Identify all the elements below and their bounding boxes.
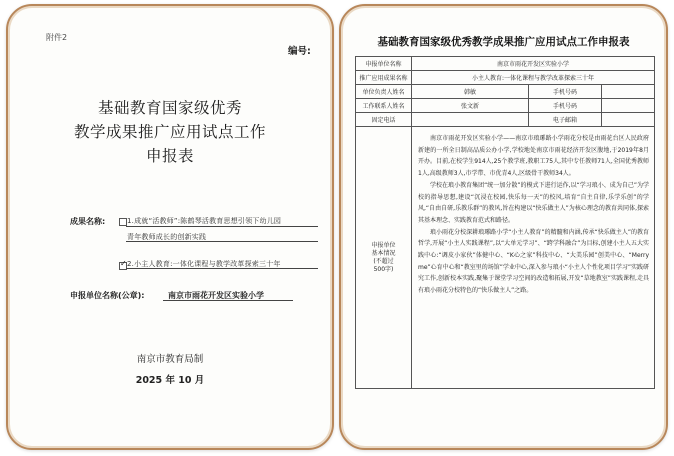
table-row (356, 57, 655, 71)
cell-label: 申报单位名称 (356, 57, 412, 71)
table-row (356, 99, 655, 113)
form-title: 基础教育国家级优秀教学成果推广应用试点工作申报表 (377, 36, 630, 48)
unit-name-label: 申报单位名称(公章): (70, 291, 145, 300)
application-form-page (339, 4, 668, 450)
table-row (356, 85, 655, 99)
table-row (356, 113, 655, 127)
option-1-text-line-2: 青年教师成长的创新实践 (127, 233, 207, 241)
cell-value: 张文新 (412, 99, 529, 113)
issue-date: 2025 年 10 月 (135, 375, 205, 386)
cell-value (602, 85, 655, 99)
underline (126, 226, 318, 227)
application-form-table (355, 56, 655, 389)
option-2-text: 2.小主人教育:一体化课程与教学改革探索三十年 (127, 260, 281, 268)
option-1-text-line-1: 1.成就“活教师”:陈鹤琴活教育思想引领下幼儿园 (127, 217, 282, 225)
cover-page (6, 4, 334, 450)
cell-value: 韩敏 (412, 85, 529, 99)
underline (163, 300, 293, 301)
cell-label: 固定电话 (356, 113, 412, 127)
cell-label: 单位负责人姓名 (356, 85, 412, 99)
table-row (356, 71, 655, 85)
underline (126, 241, 318, 242)
unit-name-value: 南京市雨花开发区实验小学 (168, 291, 264, 300)
profile-label (356, 127, 412, 389)
cover-title-line-1: 基础教育国家级优秀 (97, 99, 242, 117)
profile-paragraph: 琅小雨花分校深耕琅琊路小学“小主人教育”的精髓和内涵,传承“快乐做主人”的教育哲学,开展“小主人实践课程”,以“大单元学习”、“跨学科融合”为目标,创建小主人五大实践中心:“调皮小家伙”体健中心、“K心之家”科技中心、“大美乐园”创美中心、“Merry me”心育中心和“教室里的场馆”学业中心,深入参与琅小“小主人个性化项目学习”实践研究工作,创新校本实践,聚集于课堂学习空间的改造和拓展,开发“草地教室”实践课程,走具有琅小雨花分校特色的“快乐做主人”之路。 (418, 228, 650, 295)
cell-value (412, 113, 529, 127)
profile-label-line: 基本情况 (371, 249, 396, 257)
achievement-name-label: 成果名称: (70, 217, 106, 226)
cell-label: 推广应用成果名称 (356, 71, 412, 85)
number-label: 编号: (288, 46, 311, 57)
underline (126, 268, 318, 269)
cell-label: 手机号码 (529, 85, 602, 99)
cover-title-line-2: 教学成果推广应用试点工作 (73, 123, 266, 141)
cell-value (602, 99, 655, 113)
issuer-text: 南京市教育局制 (136, 354, 204, 365)
cell-value (602, 113, 655, 127)
profile-label-line: (不超过 (373, 257, 394, 265)
profile-paragraph: 学校在琅小教育集团“统一加分散”的模式下进行运作,以“学习琅小、成为自己”为学校的指导思想,建设“沉浸在校园,快乐每一天”的校风,培育“自主自律,乐学乐创”的学风,“自由自研,乐教乐群”的教风,旨在构建以“快乐做主人”为核心理念的教育共同体,探索其基本理念、实践教育范式和路径。 (418, 181, 650, 224)
option-1-checkbox[interactable] (119, 218, 127, 226)
checkmark-icon: ✓ (120, 259, 127, 268)
annex-label: 附件2 (46, 33, 68, 42)
profile-content (412, 127, 655, 389)
cell-label: 工作联系人姓名 (356, 99, 412, 113)
profile-label-line: 申报单位 (371, 241, 396, 249)
cell-label: 手机号码 (529, 99, 602, 113)
cell-label: 电子邮箱 (529, 113, 602, 127)
profile-label-line: 500字) (373, 265, 394, 273)
cell-value: 南京市雨花开发区实验小学 (412, 57, 655, 71)
cell-value: 小主人教育:一体化课程与教学改革探索三十年 (412, 71, 655, 85)
cover-title-line-3: 申报表 (145, 147, 194, 165)
table-row (356, 127, 655, 389)
profile-paragraph: 南京市雨花开发区实验小学——南京市琅琊路小学雨花分校是由雨花台区人民政府新建的一所全日制高品质公办小学,学校地处南京市雨花经济开发区腹地,于2019年8月开办。目前,在校学生914人,25个教学班,教职工75人,其中专任教师71人,全国优秀教师1人,高级教师3人,市学带、市优青4人,区级骨干教师34人。 (418, 135, 650, 178)
